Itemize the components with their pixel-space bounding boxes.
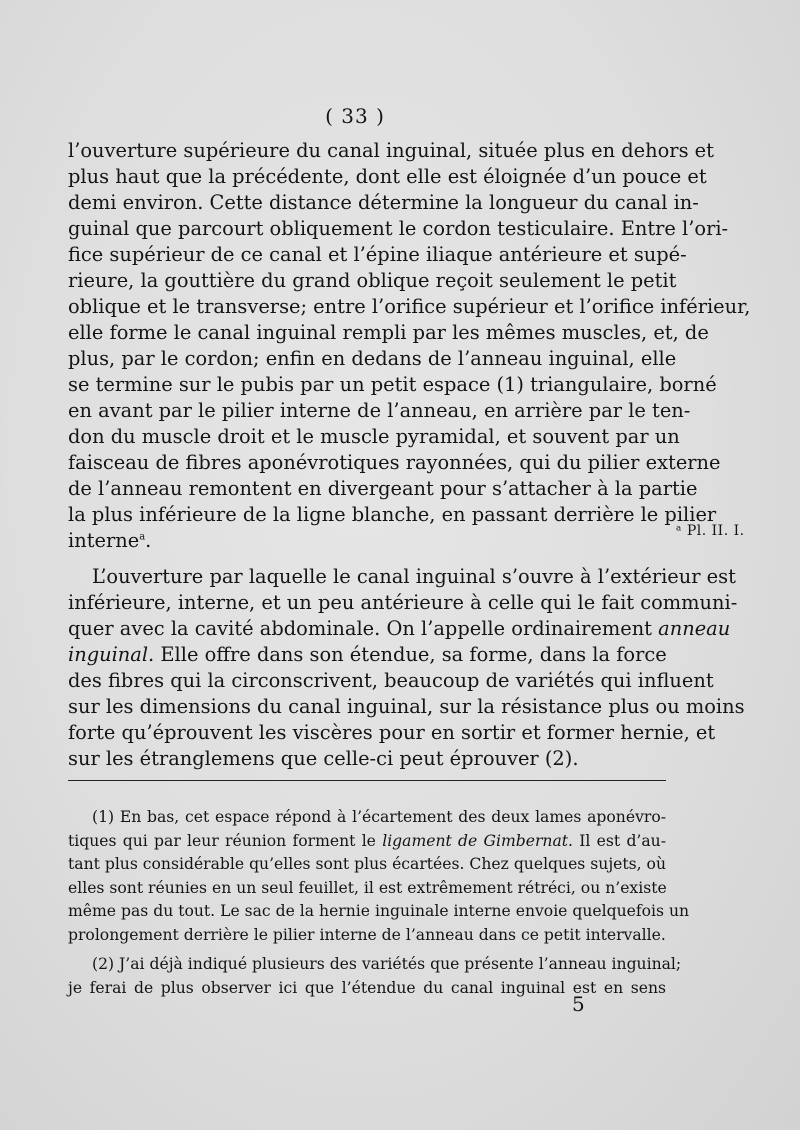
text-line: interne$^a$.	[68, 529, 152, 552]
text-line: guinal que parcourt obliquement le cordon testiculaire. Entre l’ori-	[68, 217, 729, 240]
text-line: en avant par le pilier interne de l’anneau, en arrière par le ten-	[68, 399, 691, 422]
text-line: inférieure, interne, et un peu antérieure à celle qui le fait communi-	[68, 591, 738, 614]
footnote-line: tant plus considérable qu’elles sont plus écartées. Chez quelques sujets, où	[68, 855, 666, 873]
footnotes	[68, 806, 690, 1000]
text-line: plus, par le cordon; enfin en dedans de l’anneau inguinal, elle	[68, 347, 677, 370]
text-fragment: Elle offre dans son étendue, sa forme, dans la force	[160, 643, 667, 666]
italic-term: anneau	[658, 617, 731, 640]
text-line: l’ouverture supérieure du canal inguinal, située plus en dehors et	[68, 139, 714, 162]
text-line: oblique et le transverse; entre l’orifice supérieur et l’orifice inférieur,	[68, 295, 751, 318]
text-line: la plus inférieure de la ligne blanche, en passant derrière le pilier	[68, 503, 717, 526]
text-line: elle forme le canal inguinal rempli par les mêmes muscles, et, de	[68, 321, 709, 344]
text-fragment: interne	[68, 529, 140, 552]
footnote-line: (2) J’ai déjà indiqué plusieurs des variétés que présente l’anneau inguinal;	[92, 955, 682, 973]
footnote-line: (1) En bas, cet espace répond à l’écartement des deux lames aponévro-	[92, 808, 666, 826]
footnote-line: je ferai de plus observer ici que l’étendue du canal inguinal est en sens	[68, 978, 666, 997]
footnote-line: elles sont réunies en un seul feuillet, il est extrêmement rétréci, ou n’existe	[68, 878, 667, 897]
margin-note: ᵃ Pl. II. I.	[676, 523, 745, 539]
footnote-line: prolongement derrière le pilier interne de l’anneau dans ce petit intervalle.	[68, 925, 666, 944]
text-line: don du muscle droit et le muscle pyramidal, et souvent par un	[68, 425, 680, 448]
footnote-line: même pas du tout. Le sac de la hernie inguinale interne envoie quelquefois un	[68, 902, 690, 920]
text-line	[68, 616, 731, 642]
text-line: demi environ. Cette distance détermine la longueur du canal in-	[68, 191, 699, 214]
text-line: se termine sur le pubis par un petit espace (1) triangulaire, borné	[68, 373, 717, 396]
text-fragment: tiques qui par leur réunion forment le	[68, 831, 376, 850]
footnote-ref: a	[139, 531, 146, 543]
text-line: fice supérieur de ce canal et l’épine iliaque antérieure et supé-	[68, 243, 687, 266]
text-fragment: quer avec la cavité abdominale. On l’appelle ordinairement	[68, 617, 652, 640]
footnote-line	[68, 830, 666, 854]
italic-term: inguinal.	[68, 643, 155, 666]
text-line: sur les étranglemens que celle-ci peut éprouver (2).	[68, 747, 579, 770]
text-line: sur les dimensions du canal inguinal, sur la résistance plus ou moins	[68, 695, 745, 718]
text-line: forte qu’éprouvent les viscères pour en sortir et former hernie, et	[68, 721, 716, 744]
text-line: plus haut que la précédente, dont elle est éloignée d’un pouce et	[68, 165, 707, 188]
text-line: rieure, la gouttière du grand oblique reçoit seulement le petit	[68, 269, 677, 292]
italic-term: ligament de Gimbernat.	[382, 831, 573, 850]
text-line: de l’anneau remontent en divergeant pour s’attacher à la partie	[68, 477, 698, 500]
footnote-rule	[68, 780, 666, 781]
signature-mark: 5	[572, 992, 585, 1016]
text-line: faisceau de fibres aponévrotiques rayonnées, qui du pilier externe	[68, 451, 721, 474]
text-fragment: Il est d’au-	[579, 831, 666, 850]
text-line: L’ouverture par laquelle le canal inguinal s’ouvre à l’extérieur est	[92, 565, 736, 588]
text-line	[68, 642, 666, 668]
page-number: ( 33 )	[325, 104, 385, 128]
text-line: des fibres qui la circonscrivent, beaucoup de variétés qui influent	[68, 669, 714, 692]
